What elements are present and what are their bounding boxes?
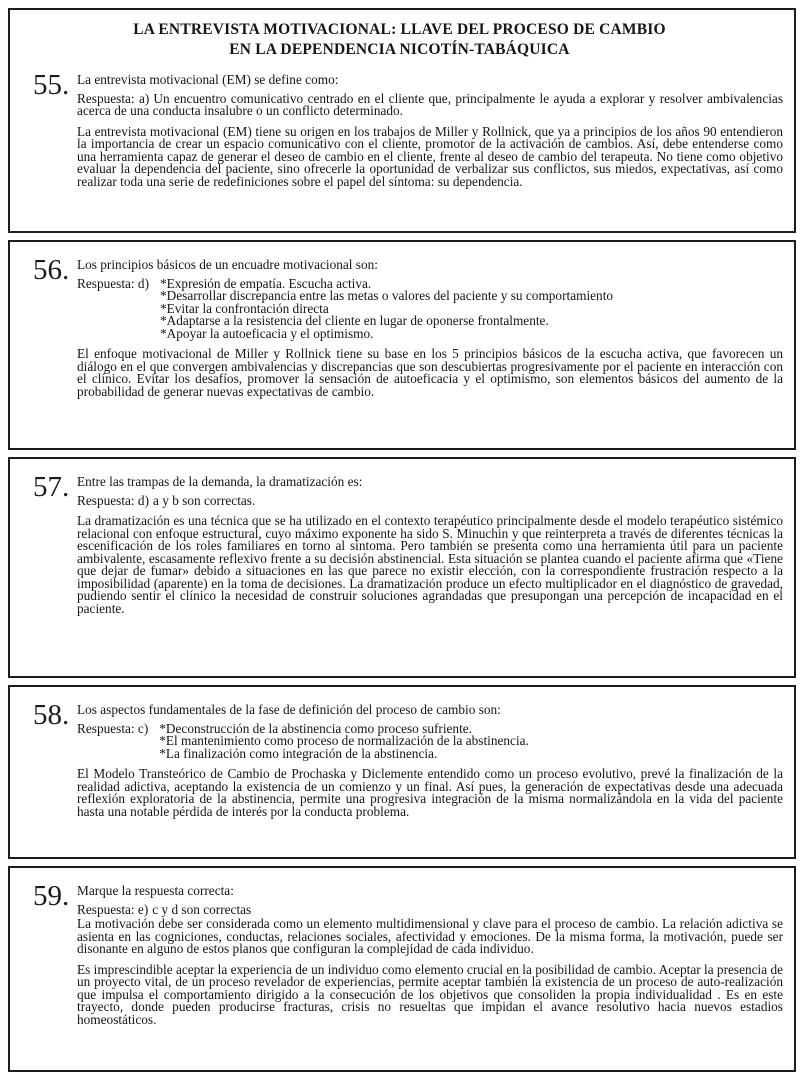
question-number: 58.: [33, 699, 70, 731]
answer-items: [160, 275, 783, 341]
answer: [77, 720, 783, 761]
question-58-row: [10, 699, 789, 819]
question-55-row: [10, 69, 789, 189]
answer-item: *Apoyar la autoeficacia y el optimismo.: [160, 325, 374, 341]
explanation-paragraph: El Modelo Transteórico de Cambio de Prochaska y Diclemente entendido como un proceso evolutivo, prevé la finalización de la realidad adictiva, aceptando la existencia de un comienzo y un final. Así pues, la generación de expectativas desde una adecuada reflexión exploratoria de la abstinencia, permite una progresiva integración de la misma normalizándola en la vida del paciente hasta una notable pérdida de interés por la conducta problema.: [77, 766, 783, 819]
question-text: La entrevista motivacional (EM) se define como:: [77, 72, 339, 87]
document-title-line-1: LA ENTREVISTA MOTIVACIONAL: LLAVE DEL PROCESO DE CAMBIO: [133, 21, 666, 38]
answer-text: a y b son correctas.: [153, 492, 256, 508]
answer-items: [159, 720, 783, 761]
question-body: [77, 475, 789, 615]
question-text: Marque la respuesta correcta:: [77, 883, 234, 898]
answer-item: *Expresión de empatía. Escucha activa.: [160, 275, 372, 291]
question-56-row: [10, 254, 789, 399]
answer-label: Respuesta: e): [77, 901, 149, 917]
answer: [77, 90, 783, 118]
question-59-box: [8, 866, 796, 1072]
answer-label: Respuesta: c): [77, 720, 149, 736]
answer-label: Respuesta: d): [77, 275, 150, 291]
question-number: 59.: [33, 880, 70, 912]
answer-label: Respuesta: d): [77, 492, 150, 508]
answer: [77, 901, 783, 917]
answer-item: *Adaptarse a la resistencia del cliente en lugar de oponerse frontalmente.: [160, 313, 549, 328]
explanation-paragraph: Es imprescindible aceptar la experiencia de un individuo como elemento crucial en la posibilidad de cambio. Aceptar la presencia de un proyecto vital, de un proceso revelador de experiencias, permite aceptar también la existencia de un proceso de auto-realización que impulsa el comportamiento dirigido a la consecución de los objetivos que consoliden la propia individualidad . Es en este trayecto, donde pueden producirse fracturas, crisis no resueltas que impidan el avance resolutivo hacia nuevos estadios homeostáticos.: [77, 961, 783, 1027]
question-number: 57.: [33, 471, 70, 503]
explanation-paragraph: El enfoque motivacional de Miller y Rollnick tiene su base en los 5 principios básicos de la escucha activa, que favorecen un diálogo en el que convergen ambivalencias y discrepancias que son descubiertas progresivamente por el paciente en interacción con el clínico. Evitar los desafíos, promover la sensación de autoeficacia y el optimismo, son elementos básicos del aumento de la probabilidad de generar nuevas expectativas de cambio.: [77, 346, 783, 399]
document-title: [30, 20, 769, 60]
question-59-row: [10, 880, 789, 1027]
answer-label: Respuesta: a): [77, 90, 150, 106]
answer-item: *El mantenimiento como proceso de normalización de la abstinencia.: [159, 733, 529, 748]
question-number: 56.: [33, 254, 70, 286]
question-body: [77, 73, 789, 188]
question-57-box: [8, 457, 796, 678]
question-body: [77, 258, 789, 398]
question-56-box: [8, 240, 796, 450]
question-text: Los principios básicos de un encuadre motivacional son:: [77, 257, 378, 272]
answer-text: Un encuentro comunicativo centrado en el cliente que, principalmente le ayuda a explorar y resolver ambivalencias acerca de una conducta insalubre o un conflicto determinado.: [77, 90, 783, 118]
question-body: [77, 703, 789, 818]
answer-item: *Evitar la confrontación directa: [160, 300, 329, 316]
question-57-row: [10, 471, 789, 616]
answer: [77, 275, 783, 341]
explanation-paragraph: La motivación debe ser considerada como un elemento multidimensional y clave para el proceso de cambio. La relación adictiva se asienta en las cogniciones, conductas, relaciones sociales, afectividad y emociones. De la misma forma, la motivación, puede ser disonante en alguno de estos planos que configuran la complejidad de cada individuo.: [77, 916, 783, 956]
question-body: [77, 884, 789, 1026]
answer-item: *La finalización como integración de la abstinencia.: [159, 745, 438, 761]
explanation-paragraph: La entrevista motivacional (EM) tiene su origen en los trabajos de Miller y Rollnick, que ya a principios de los años 90 entendieron la importancia de crear un espacio comunicativo con el cliente, promotor de la activación de cambios. Así, debe entenderse como una herramienta capaz de generar el deseo de cambio en el cliente, frente al deseo de cambio del terapeuta. No tiene como objetivo evaluar la dependencia del paciente, sino ofrecerle la oportunidad de verbalizar sus conflictos, sus miedos, expectativas, así como realizar toda una serie de redefiniciones sobre el papel del síntoma: su dependencia.: [77, 123, 783, 189]
answer-item: *Desarrollar discrepancia entre las metas o valores del paciente y su comportamiento: [160, 288, 614, 303]
document-title-line-2: EN LA DEPENDENCIA NICOTÍN-TABÁQUICA: [229, 41, 570, 58]
question-55-box: [8, 8, 796, 233]
answer-text: c y d son correctas: [152, 901, 252, 917]
question-58-box: [8, 685, 796, 859]
explanation-paragraph: La dramatización es una técnica que se ha utilizado en el contexto terapéutico principalmente desde el modelo terapéutico sistémico relacional con enfoque estructural, cuyo máximo exponente ha sido S. Minuchin y que reinterpreta a través de diferentes técnicas la escenificación de los roles familiares en torno al síntoma. Pero también se presenta como una herramienta útil para un paciente ambivalente, escasamente reflexivo frente a su decisión abstinencial. Esta situación se plantea cuando el paciente afirma que «Tiene que dejar de fumar» debido a situaciones en las que parece no existir elección, con la correspondiente frustración respecto a la imposibilidad (aparente) en la toma de decisiones. La dramatización produce un efecto multiplicador en el diagnóstico de gravedad, pudiendo sentir el clínico la necesidad de construir soluciones agrandadas que presupongan una percepción de incapacidad en el paciente.: [77, 513, 783, 616]
answer-item: *Deconstrucción de la abstinencia como proceso sufriente.: [159, 720, 472, 736]
answer: [77, 492, 783, 508]
question-text: Los aspectos fundamentales de la fase de definición del proceso de cambio son:: [77, 702, 501, 717]
question-text: Entre las trampas de la demanda, la dramatización es:: [77, 474, 363, 489]
question-number: 55.: [33, 69, 70, 101]
